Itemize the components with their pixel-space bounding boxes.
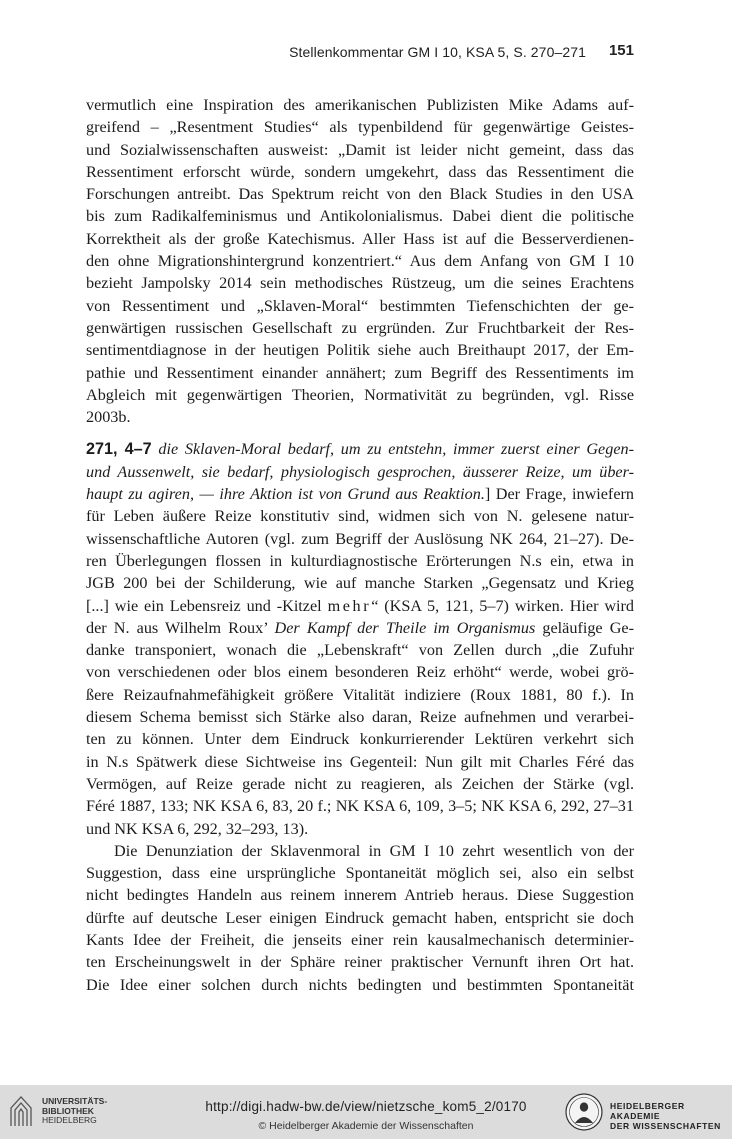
text-line: Féré 1887, 133; NK KSA 6, 83, 20 f.; NK KSA 6, 109, 3–5; NK KSA 6, 292, 27–31 [86,797,634,816]
library-name-line: UNIVERSITÄTS- [42,1096,108,1106]
text-line: für Leben äußere Reize konstitutiv sind, widmen sich von N. gelesene natur- [86,507,634,526]
text-line: den ohne Migrationshintergrund konzentriert.“ Aus dem Anfang von GM I 10 [86,252,634,271]
text-line: ren Überlegungen flossen in kulturdiagnostische Erörterungen N.s ein, etwa in [86,551,634,570]
text-line: bezieht Jampolsky 2014 sein methodisches Rüstzeug, um die seines Erachtens [86,274,634,293]
page-number: 151 [608,42,634,59]
library-name-line: BIBLIOTHEK [42,1105,94,1116]
running-head [86,41,634,65]
academy-name-line: DER WISSENSCHAFTEN [610,1121,721,1131]
text-line: Die Denunziation der Sklavenmoral in GM I 10 zehrt wesentlich von der [114,841,634,860]
digitization-footer [0,1085,732,1139]
text-line [86,438,634,460]
text-line: ten zu können. Unter dem Eindruck konkurrierender Lektüren verkehrt sich [86,730,634,749]
text-line: Suggestion, dass eine ursprüngliche Spontaneität möglich sei, also ein selbst [86,864,634,883]
text-line: Korrektheit als der große Katechismus. Aller Hass ist auf die Besserverdienen- [86,229,634,248]
text-line: ten Erscheinungswelt in der Sphäre reiner praktischer Vernunft ihren Ort hat. [86,953,634,972]
academy-seal-icon [565,1093,603,1131]
spaced-emphasis: mehr [327,596,372,615]
lemma-quote: die Sklaven-Moral bedarf, um zu entstehn, immer zuerst einer Gegen- [158,440,635,459]
text-segment: der N. aus Wilhelm Roux’ [86,618,275,637]
academy-name [610,1101,732,1131]
text-line [86,617,634,639]
lemma-quote: haupt zu agiren, — ihre Aktion ist von Grund aus Reaktion. [86,485,485,504]
book-title: Der Kampf der Theile im Organismus [274,618,536,637]
lemma-quote: und Aussenwelt, sie bedarf, physiologisch gesprochen, äusserer Reize, um über- [86,462,634,481]
text-line: Forschungen antreibt. Das Spektrum reicht von den Black Studies in den USA [86,185,634,204]
running-title: Stellenkommentar GM I 10, KSA 5, S. 270–271 [289,44,586,60]
text-line: vermutlich eine Inspiration des amerikanischen Publizisten Mike Adams auf- [86,96,634,114]
text-line: JGB 200 bei der Schilderung, wie auf manche Starken „Gegensatz und Krieg [86,574,634,593]
text-line: und Sozialwissenschaften ausweist: „Damit ist leider nicht gemeint, dass das [86,140,634,159]
lemma-reference: 271, 4–7 [86,440,152,459]
text-line: von Ressentiment und „Sklaven-Moral“ bestimmten Tiefenschichten der ge- [86,296,634,315]
text-line: Kants Idee der Freiheit, die jenseits einer rein kausalmechanisch determinier- [86,930,634,949]
text-segment: geläufige Ge- [535,618,634,637]
text-line: dürfte auf deutsche Leser einigen Eindruck gemacht haben, entspricht sie doch [86,908,634,927]
text-segment: “ (KSA 5, 121, 5–7) wirken. Hier wird [371,596,635,615]
text-line: und NK KSA 6, 292, 32–293, 13). [86,819,309,838]
academy-name-line: HEIDELBERGER AKADEMIE [610,1101,685,1121]
text-line: von verschiedenen oder blos einem besonderen Reiz erhöht“ werde, wobei grö- [86,663,634,682]
text-line: ßere Reizaufnahmefähigkeit größere Vitalität indiziere (Roux 1881, 80 f.). In [86,685,634,704]
text-line: bis zum Radikalfeminismus und Antikolonialismus. Dabei dient die politische [86,207,634,226]
text-line: diesem Schema bemisst sich Stärke also daran, Reize aufnehmen und verarbei- [86,708,634,727]
text-line: greifend – „Resentment Studies“ als typenbildend für gegenwärtige Geistes- [86,118,634,137]
text-line: Ressentiment erforscht würde, sondern umgekehrt, dass das Ressentiment die [86,162,634,181]
text-line [86,595,634,617]
text-line [86,483,634,505]
text-line: Abgleich mit gegenwärtigen Theorien, Normativität zu begründen, vgl. Risse [86,385,634,404]
text-line: sentimentdiagnose in der heutigen Politik siehe auch Breithaupt 2017, der Em- [86,341,634,360]
text-line: nicht bedingtes Handeln aus reinem innerem Antrieb heraus. Diese Suggestion [86,886,634,905]
text-line: genwärtigen russischen Gesellschaft zu ergründen. Zur Fruchtbarkeit der Res- [86,318,634,337]
text-line [86,461,634,483]
text-line: danke transponiert, wonach die „Lebenskraft“ von Zellen durch „die Zufuhr [86,641,634,660]
text-line: wissenschaftliche Autoren (vgl. zum Begriff der Auslösung NK 264, 21–27). De- [86,529,634,548]
source-url-link[interactable]: http://digi.hadw-bw.de/view/nietzsche_kom5_2/0170 [205,1099,527,1114]
library-name-line: HEIDELBERG [42,1115,97,1125]
paragraph-1 [86,94,634,428]
paragraph-3 [86,840,634,996]
copyright-notice: © Heidelberger Akademie der Wissenschaften [258,1120,474,1132]
text-line: Die Idee einer solchen durch nichts bedingten und bestimmten Spontaneität [86,975,634,994]
commentary-entry [86,438,634,839]
text-line: 2003b. [86,408,131,427]
text-line: in N.s Spätwerk diese Sichtweise ins Gegenteil: Nun gilt mit Charles Féré das [86,752,634,771]
commentary-text: ] Der Frage, inwiefern [484,485,634,504]
text-line: Vermögen, auf Reize gerade nicht zu reagieren, als Zeichen der Stärke (vgl. [86,774,634,793]
page-body [86,94,634,996]
text-line: pathie und Ressentiment einander annähert; zum Begriff des Ressentiments im [86,363,634,382]
text-segment: [...] wie ein Lebensreiz und -Kitzel [86,596,328,615]
